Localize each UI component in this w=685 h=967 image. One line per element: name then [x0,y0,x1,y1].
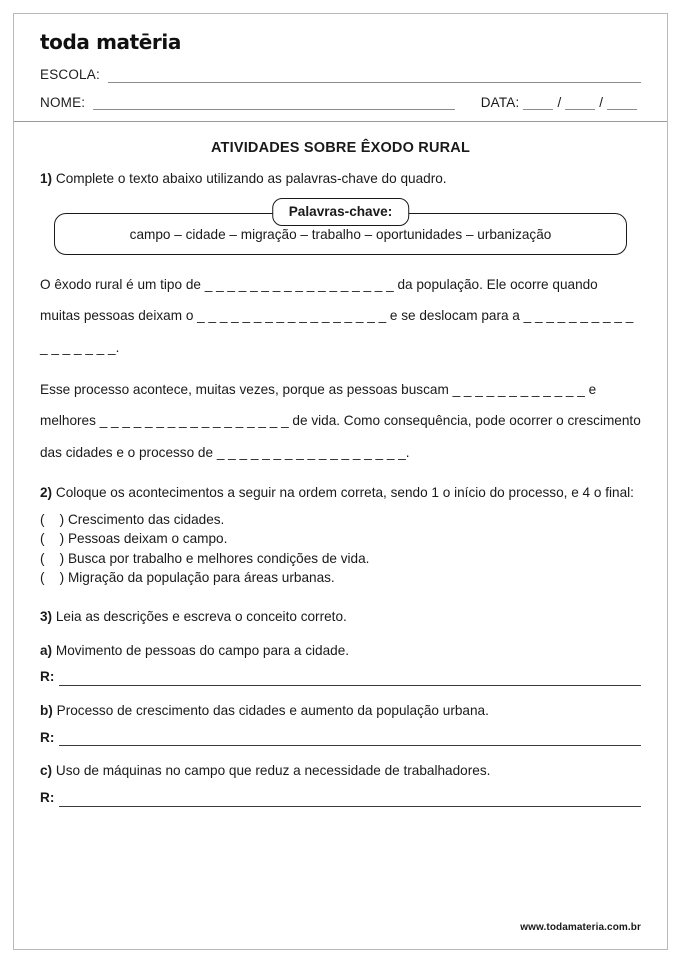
cloze-blank-6[interactable]: _ _ _ _ _ _ _ _ _ _ _ _ _ _ _ _ _ [216,444,406,460]
cloze-text-1d: . [115,340,120,355]
keywords-list: campo – cidade – migração – trabalho – oportunidades – urbanização [54,213,627,255]
worksheet-header [14,14,667,122]
question-1-number: 1) [40,171,53,186]
cloze-paragraph-2 [40,374,641,469]
answer-input-line[interactable] [59,733,641,746]
school-label: ESCOLA: [40,67,100,82]
brand-logo: toda matēria [40,30,181,54]
question-2-stem [40,484,641,502]
question-3a-answer-row [40,670,641,686]
cloze-blank-5[interactable]: _ _ _ _ _ _ _ _ _ _ _ _ _ _ _ _ _ [99,413,289,429]
question-3c-letter: c) [40,763,53,779]
cloze-text-2a: Esse processo acontece, muitas vezes, porque as pessoas buscam [40,381,453,397]
cloze-text-2c: de vida. Como consequência, pode ocorrer o crescimento das cidades e o processo de [40,413,641,460]
question-1-stem [40,170,641,188]
answer-label: R: [40,669,55,685]
question-3c-text: Uso de máquinas no campo que reduz a necessidade de trabalhadores. [55,763,491,779]
answer-label: R: [40,789,55,805]
question-3b-letter: b) [40,702,53,718]
list-item[interactable]: ( ) Busca por trabalho e melhores condições de vida. [40,550,370,566]
date-month-input-line[interactable] [565,98,595,110]
question-3-stem [40,608,641,626]
question-2-text: Coloque os acontecimentos a seguir na ordem correta, sendo 1 o início do processo, e 4 o final: [55,485,634,501]
answer-label: R: [40,729,55,745]
list-item[interactable]: ( ) Pessoas deixam o campo. [40,531,228,547]
cloze-blank-1[interactable]: _ _ _ _ _ _ _ _ _ _ _ _ _ _ _ _ _ [204,276,394,292]
date-field-group [481,96,641,111]
date-separator-1: / [557,94,562,110]
cloze-text-1c: e se deslocam para a [386,308,524,324]
question-2-options [40,510,641,588]
name-label: NOME: [40,94,86,110]
cloze-text-1b: da população. Ele ocorre quando muitas pessoas deixam o [40,276,598,324]
list-item[interactable]: ( ) Migração da população para áreas urbanas. [40,570,335,586]
question-3b-prompt [40,702,641,720]
question-3b-answer-row [40,731,641,747]
date-day-input-line[interactable] [523,98,553,110]
date-year-input-line[interactable] [607,98,637,110]
answer-input-line[interactable] [59,794,641,807]
question-3a-prompt [40,642,641,660]
keywords-panel [40,198,641,255]
name-input-line[interactable] [93,98,454,110]
school-input-line[interactable] [108,71,641,83]
footer-url: www.todamateria.com.br [520,922,641,933]
question-3-text: Leia as descrições e escreva o conceito correto. [55,609,347,625]
list-item[interactable]: ( ) Crescimento das cidades. [40,511,225,527]
question-3a-text: Movimento de pessoas do campo para a cidade. [55,642,350,658]
cloze-text-2b: e melhores [40,381,597,429]
question-3c-answer-row [40,791,641,807]
question-1-text: Complete o texto abaixo utilizando as palavras-chave do quadro. [55,171,447,186]
cloze-blank-4[interactable]: _ _ _ _ _ _ _ _ _ _ _ _ [452,381,585,397]
cloze-paragraph-1 [40,269,641,364]
name-date-field-row [40,96,641,111]
answer-input-line[interactable] [59,673,641,686]
question-3b-text: Processo de crescimento das cidades e aumento da população urbana. [56,702,489,718]
cloze-text-1a: O êxodo rural é um tipo de [40,276,205,292]
question-3a-letter: a) [40,642,53,658]
worksheet-page [13,13,668,950]
worksheet-content [14,122,667,807]
cloze-blank-2[interactable]: _ _ _ _ _ _ _ _ _ _ _ _ _ _ _ _ _ [197,308,387,324]
page-title: ATIVIDADES SOBRE ÊXODO RURAL [210,140,471,156]
date-separator-2: / [599,94,603,110]
question-2-number: 2) [40,485,53,501]
cloze-text-2d: . [405,444,410,460]
keywords-tab-label: Palavras-chave: [272,198,410,226]
question-3-number: 3) [40,609,53,625]
cloze-blank-3[interactable]: _ _ _ _ _ _ _ _ _ _ _ _ _ _ _ _ _ [40,308,634,355]
question-3c-prompt [40,762,641,780]
school-field-row [40,68,641,83]
date-label: DATA: [480,94,520,110]
